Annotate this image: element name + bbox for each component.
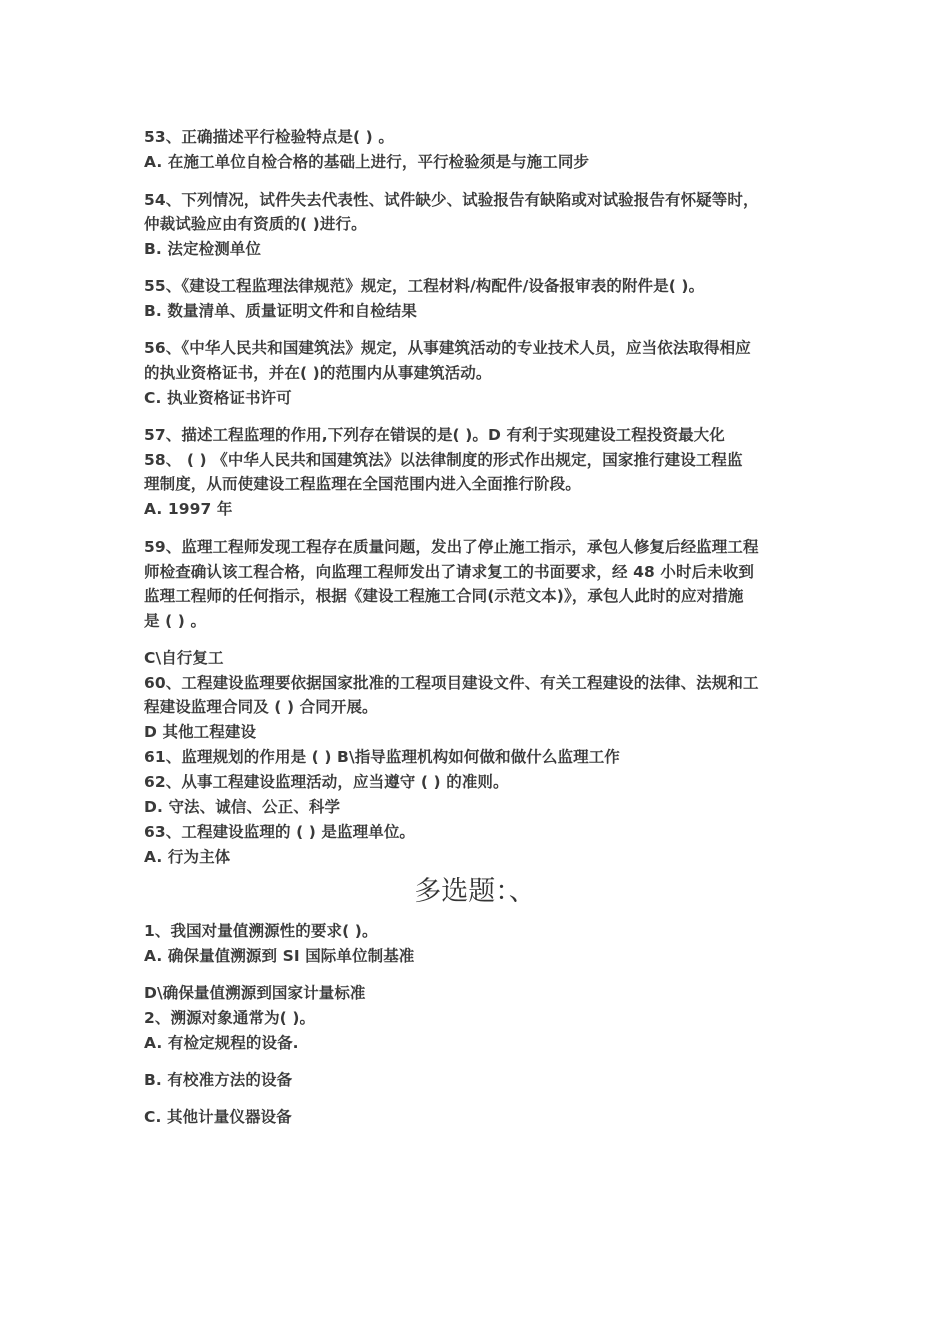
multi-answer-2-a: A. 有检定规程的设备. xyxy=(144,1034,299,1052)
question-60-line-2: 程建设监理合同及 ( ) 合同开展。 xyxy=(144,698,378,716)
question-59-line-1: 59、监理工程师发现工程存在质量问题，发出了停止施工指示，承包人修复后经监理工程 xyxy=(144,538,759,556)
multi-answer-2-b: B. 有校准方法的设备 xyxy=(144,1071,293,1089)
answer-60: D 其他工程建设 xyxy=(144,723,257,741)
question-58-line-2: 理制度，从而使建设工程监理在全国范围内进入全面推行阶段。 xyxy=(144,475,581,493)
question-63: 63、工程建设监理的 ( ) 是监理单位。 xyxy=(144,823,416,841)
multi-answer-1-a: A. 确保量值溯源到 SI 国际单位制基准 xyxy=(144,947,415,965)
question-60-line-1: 60、工程建设监理要依据国家批准的工程项目建设文件、有关工程建设的法律、法规和工 xyxy=(144,674,759,692)
question-53: 53、正确描述平行检验特点是( ) 。 xyxy=(144,128,394,146)
question-55: 55、《建设工程监理法律规范》规定，工程材料/构配件/设备报审表的附件是( )。 xyxy=(144,277,705,295)
question-62: 62、从事工程建设监理活动，应当遵守 ( ) 的准则。 xyxy=(144,773,509,791)
section-heading: 多选题：、 xyxy=(414,876,536,907)
multi-answer-2-c: C. 其他计量仪器设备 xyxy=(144,1108,292,1126)
answer-62: D. 守法、诚信、公正、科学 xyxy=(144,798,341,816)
question-59-line-4: 是 ( ) 。 xyxy=(144,612,207,630)
question-56-line-2: 的执业资格证书，并在( )的范围内从事建筑活动。 xyxy=(144,364,492,382)
answer-54: B. 法定检测单位 xyxy=(144,240,261,258)
question-54-line-1: 54、下列情况，试件失去代表性、试件缺少、试验报告有缺陷或对试验报告有怀疑等时， xyxy=(144,191,759,209)
question-58-line-1: 58、 ( ) 《中华人民共和国建筑法》以法律制度的形式作出规定，国家推行建设工程监 xyxy=(144,451,743,469)
question-61: 61、监理规划的作用是 ( ) B\指导监理机构如何做和做什么监理工作 xyxy=(144,748,620,766)
answer-59: C\自行复工 xyxy=(144,649,224,667)
answer-63: A. 行为主体 xyxy=(144,848,231,866)
answer-55: B. 数量清单、质量证明文件和自检结果 xyxy=(144,302,417,320)
answer-56: C. 执业资格证书许可 xyxy=(144,389,292,407)
multi-answer-1-d: D\确保量值溯源到国家计量标准 xyxy=(144,984,366,1002)
question-54-line-2: 仲裁试验应由有资质的( )进行。 xyxy=(144,215,367,233)
question-59-line-3: 监理工程师的任何指示，根据《建设工程施工合同(示范文本)》，承包人此时的应对措施 xyxy=(144,587,744,605)
answer-53: A. 在施工单位自检合格的基础上进行，平行检验须是与施工同步 xyxy=(144,153,590,171)
answer-58: A. 1997 年 xyxy=(144,500,233,518)
multi-question-2: 2、溯源对象通常为( )。 xyxy=(144,1009,316,1027)
question-57: 57、描述工程监理的作用,下列存在错误的是( )。D 有利于实现建设工程投资最大化 xyxy=(144,426,725,444)
question-56-line-1: 56、《中华人民共和国建筑法》规定，从事建筑活动的专业技术人员，应当依法取得相应 xyxy=(144,339,751,357)
question-59-line-2: 师检查确认该工程合格，向监理工程师发出了请求复工的书面要求，经 48 小时后未收到 xyxy=(144,563,754,581)
multi-question-1: 1、我国对量值溯源性的要求( )。 xyxy=(144,922,378,940)
